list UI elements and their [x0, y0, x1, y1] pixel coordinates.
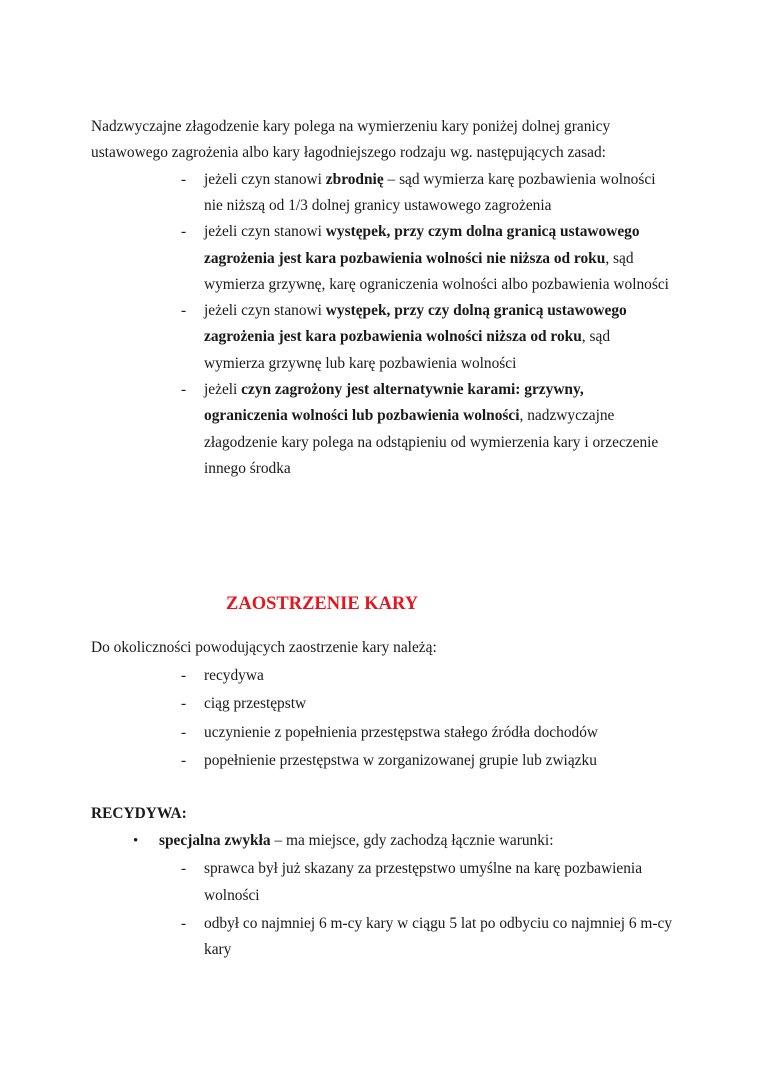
aggravation-item: ciąg przestępstw: [204, 695, 307, 713]
condition-line: sprawca był już skazany za przestępstwo umyślne na karę pozbawienia: [204, 860, 643, 877]
text-run: nie niższą od 1/3 dolnej granicy ustawowego zagrożenia: [204, 196, 552, 214]
bullet-marker: •: [133, 833, 139, 849]
dash-marker: -: [181, 751, 187, 769]
rule-2-line: [204, 272, 669, 298]
rule-3-line: [204, 324, 610, 350]
text-run: jeżeli: [204, 381, 242, 398]
rule-4-line: [204, 430, 658, 456]
text-run: wymierza grzywnę lub karę pozbawienia wolności: [204, 354, 517, 372]
aggravation-item: recydywa: [204, 667, 264, 684]
bold-text: występek, przy czy dolną granicą ustawowego: [325, 302, 627, 320]
text-run: , nadzwyczajne: [519, 407, 615, 425]
condition-line: wolności: [204, 886, 260, 904]
text-run: , sąd: [581, 328, 611, 346]
aggravation-item: uczynienie z popełnienia przestępstwa stałego źródła dochodów: [204, 723, 599, 741]
text-run: jeżeli czyn stanowi: [204, 302, 326, 320]
rule-4-line: [204, 403, 614, 429]
dash-marker: -: [181, 381, 187, 398]
section-title: ZAOSTRZENIE KARY: [226, 594, 419, 614]
intro-line: [91, 114, 610, 140]
condition-line: odbył co najmniej 6 m-cy kary w ciągu 5 lat po odbyciu co najmniej 6 m-cy: [204, 914, 673, 932]
dash-marker: -: [181, 170, 187, 188]
text-run: wymierza grzywnę, karę ograniczenia wolności albo pozbawienia wolności: [204, 275, 669, 293]
text-run: ustawowego zagrożenia albo kary łagodniejszego rodzaju wg. następujących zasad:: [91, 144, 606, 162]
text-run: , sąd: [605, 249, 634, 267]
recidivism-heading: RECYDYWA:: [91, 805, 187, 822]
bold-text: zbrodnię: [325, 170, 384, 188]
recidivism-type-desc: – ma miejsce, gdy zachodzą łącznie warunki:: [270, 832, 554, 849]
rule-2-line: [204, 246, 634, 272]
rule-1-line: [204, 193, 551, 219]
bold-text: czyn zagrożony jest alternatywnie karami: grzywny,: [241, 381, 584, 398]
text-run: złagodzenie kary polega na odstąpieniu od wymierzenia kary i orzeczenie: [204, 433, 659, 451]
text-run: – sąd wymierza karę pozbawienia wolności: [383, 170, 656, 188]
text-run: jeżeli czyn stanowi: [204, 223, 326, 241]
rule-1-line: [204, 167, 655, 193]
bold-text: ograniczenia wolności lub pozbawienia wolności: [204, 407, 520, 425]
dash-marker: -: [181, 667, 187, 684]
rule-4-line: [204, 456, 291, 482]
bold-text: zagrożenia jest kara pozbawienia wolności nie niższa od roku: [204, 249, 606, 267]
rule-3-line: [204, 298, 627, 324]
bold-text: zagrożenia jest kara pozbawienia wolności niższa od roku: [204, 328, 582, 346]
rule-3-line: [204, 351, 516, 377]
dash-marker: -: [181, 914, 187, 932]
text-run: jeżeli czyn stanowi: [204, 170, 326, 188]
recidivism-type: [159, 828, 554, 854]
aggravation-item: popełnienie przestępstwa w zorganizowanej grupie lub związku: [204, 751, 597, 769]
dash-marker: -: [181, 723, 187, 741]
text-run: Nadzwyczajne złagodzenie kary polega na wymierzeniu kary poniżej dolnej granicy: [91, 118, 611, 135]
rule-2-line: [204, 219, 640, 245]
recidivism-type-name: specjalna zwykła: [159, 832, 271, 849]
text-run: innego środka: [204, 459, 291, 477]
intro-line: [91, 140, 606, 166]
condition-line: kary: [204, 941, 232, 958]
dash-marker: -: [181, 860, 187, 877]
dash-marker: -: [181, 223, 187, 241]
rule-4-line: [204, 377, 584, 403]
aggravation-intro: Do okoliczności powodujących zaostrzenie kary należą:: [91, 639, 437, 656]
bold-text: występek, przy czym dolna granicą ustawowego: [325, 223, 640, 241]
dash-marker: -: [181, 695, 187, 713]
dash-marker: -: [181, 302, 187, 320]
